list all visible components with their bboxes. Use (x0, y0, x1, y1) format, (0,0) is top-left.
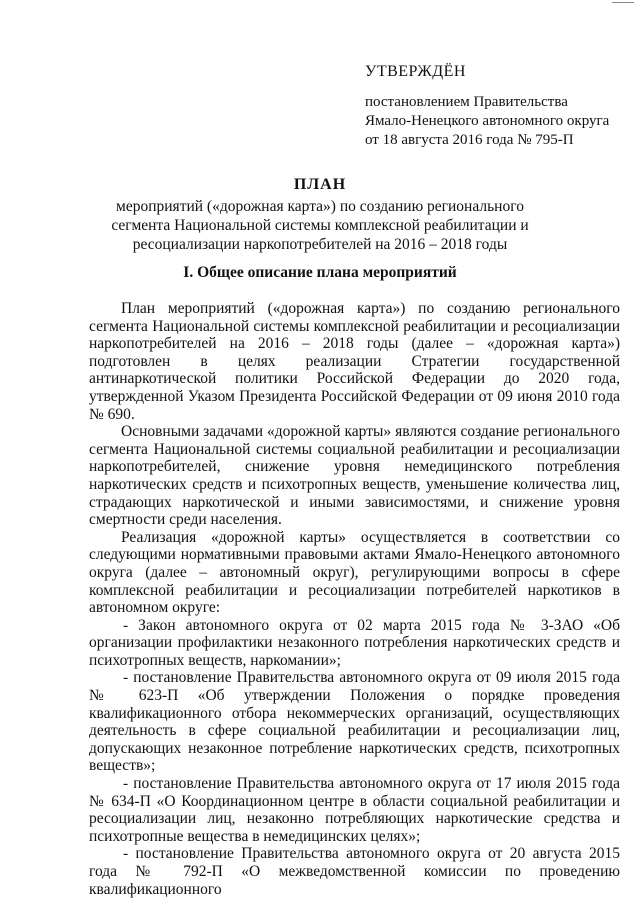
paragraph: Реализация «дорожной карты» осуществляется в соответствии со следующими нормативными правовыми актами Ямало-Ненецкого автономного округа (далее – автономный округ), регулирующими вопросы в сфере комплексной реабилитации и ресоциализации потребителей наркотиков в автономном округе: (89, 528, 620, 617)
list-item: - постановление Правительства автономного округа от 09 июля 2015 года № 623-П «Об утверждении Положения о порядке проведения квалификационного отбора некоммерческих организаций, осуществляющих деятельность в сфере социальной реабилитации и ресоциализации лиц, допускающих незаконное потребление наркотических средств, психотропных веществ»; (89, 669, 620, 775)
list-item: - Закон автономного округа от 02 марта 2015 года № 3-ЗАО «Об организации профилактики незаконного потребления наркотических средств и психотропных веществ, наркомании»; (89, 616, 620, 669)
paragraph: Основными задачами «дорожной карты» являются создание регионального сегмента Национальной системы социальной реабилитации и ресоциализации наркопотребителей, снижение уровня немедицинского потребления наркотических средств и психотропных веществ, уменьшение количества лиц, страдающих наркотической и иными зависимостями, и снижение уровня смертности среди населения. (89, 423, 620, 529)
approval-stamp (365, 62, 625, 150)
approval-line: Ямало-Ненецкого автономного округа (365, 113, 610, 129)
list-item: - постановление Правительства автономного округа от 17 июля 2015 года № 634-П «О Координационном центре в области социальной реабилитации и ресоциализации лиц, незаконно потребляющих наркотические средства и психотропные вещества в немедицинских целях»; (89, 775, 620, 845)
document-title: ПЛАН (293, 176, 347, 193)
paragraph: План мероприятий («дорожная карта») по созданию регионального сегмента Национальной системы комплексной реабилитации и ресоциализации наркопотребителей на 2016 – 2018 годы (далее – «дорожная карта») подготовлен в целях реализации Стратегии государственной антинаркотической политики Российской Федерации до 2020 года, утвержденной Указом Президента Российской Федерации от 09 июня 2010 года № 690. (89, 300, 620, 423)
section-heading: I. Общее описание плана мероприятий (183, 264, 457, 281)
approval-line: от 18 августа 2016 года № 795-П (365, 132, 574, 148)
scan-edge-mark (612, 2, 634, 3)
approval-line: постановлением Правительства (365, 94, 568, 110)
list-item: - постановление Правительства автономного округа от 20 августа 2015 года № 792-П «О межведомственной комиссии по проведению квалификационного (89, 845, 620, 898)
approval-heading: УТВЕРЖДЁН (365, 63, 466, 80)
document-subtitle: мероприятий («дорожная карта») по созданию регионального сегмента Национальной системы комплексной реабилитации и ресоциализации наркопотребителей на 2016 – 2018 годы (111, 198, 529, 253)
document-body (89, 300, 620, 898)
